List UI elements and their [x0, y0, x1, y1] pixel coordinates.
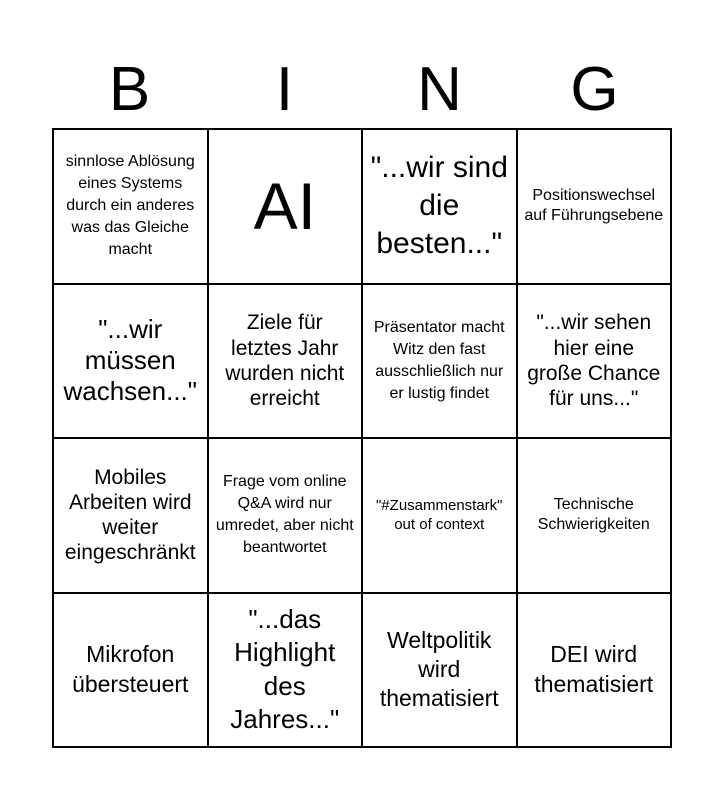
bingo-cell-text: DEI wird thematisiert: [534, 641, 654, 697]
bingo-cell-text: Mikrofon übersteuert: [72, 641, 189, 697]
header-letter-i: I: [275, 55, 294, 124]
bingo-cell[interactable]: [53, 129, 208, 284]
bingo-cell[interactable]: [517, 284, 672, 439]
bingo-cell[interactable]: [362, 593, 517, 748]
bingo-cell-text: "...wir sind die besten...": [370, 150, 508, 261]
bingo-cell[interactable]: [53, 284, 208, 439]
bingo-cell-text: "...das Highlight des Jahres...": [230, 604, 340, 735]
bingo-cell-text: Mobiles Arbeiten wird weiter eingeschränkt: [64, 465, 196, 565]
header-letter-g: G: [570, 55, 619, 124]
header-letter-b: B: [108, 55, 151, 124]
bingo-cell-text: Positionswechsel auf Führungsebene: [524, 186, 664, 225]
bingo-cell[interactable]: [517, 593, 672, 748]
bingo-cell[interactable]: [208, 438, 363, 593]
bingo-cell-text: AI: [253, 168, 316, 243]
bingo-cell[interactable]: [53, 593, 208, 748]
bingo-cell-text: Ziele für letztes Jahr wurden nicht erreicht: [225, 311, 345, 410]
bingo-cell[interactable]: [362, 438, 517, 593]
bingo-cell[interactable]: [362, 284, 517, 439]
bingo-cell-text: Frage vom online Q&A wird nur umredet, aber nicht beantwortet: [215, 473, 354, 557]
bingo-cell-text: "...wir müssen wachsen...": [63, 313, 198, 407]
bingo-cell[interactable]: [208, 284, 363, 439]
bingo-cell-text: Technische Schwierigkeiten: [537, 495, 650, 534]
bingo-cell[interactable]: [517, 438, 672, 593]
bingo-cell-text: sinnlose Ablösung eines Systems durch ein anderes was das Gleiche macht: [65, 153, 195, 259]
bingo-cell[interactable]: [517, 129, 672, 284]
bingo-card-grid: [52, 128, 672, 748]
bingo-cell-text: Weltpolitik wird thematisiert: [379, 626, 499, 712]
bingo-header: [52, 52, 672, 128]
bingo-cell-text: "#Zusammenstark" out of context: [375, 497, 503, 534]
bingo-cell[interactable]: [208, 129, 363, 284]
bingo-cell[interactable]: [53, 438, 208, 593]
bingo-cell[interactable]: [362, 129, 517, 284]
bingo-cell-text: Präsentator macht Witz den fast ausschließlich nur er lustig findet: [373, 318, 505, 402]
bingo-cell[interactable]: [208, 593, 363, 748]
bingo-cell-text: "...wir sehen hier eine große Chance für uns...": [527, 311, 661, 410]
header-letter-n: N: [417, 55, 462, 124]
